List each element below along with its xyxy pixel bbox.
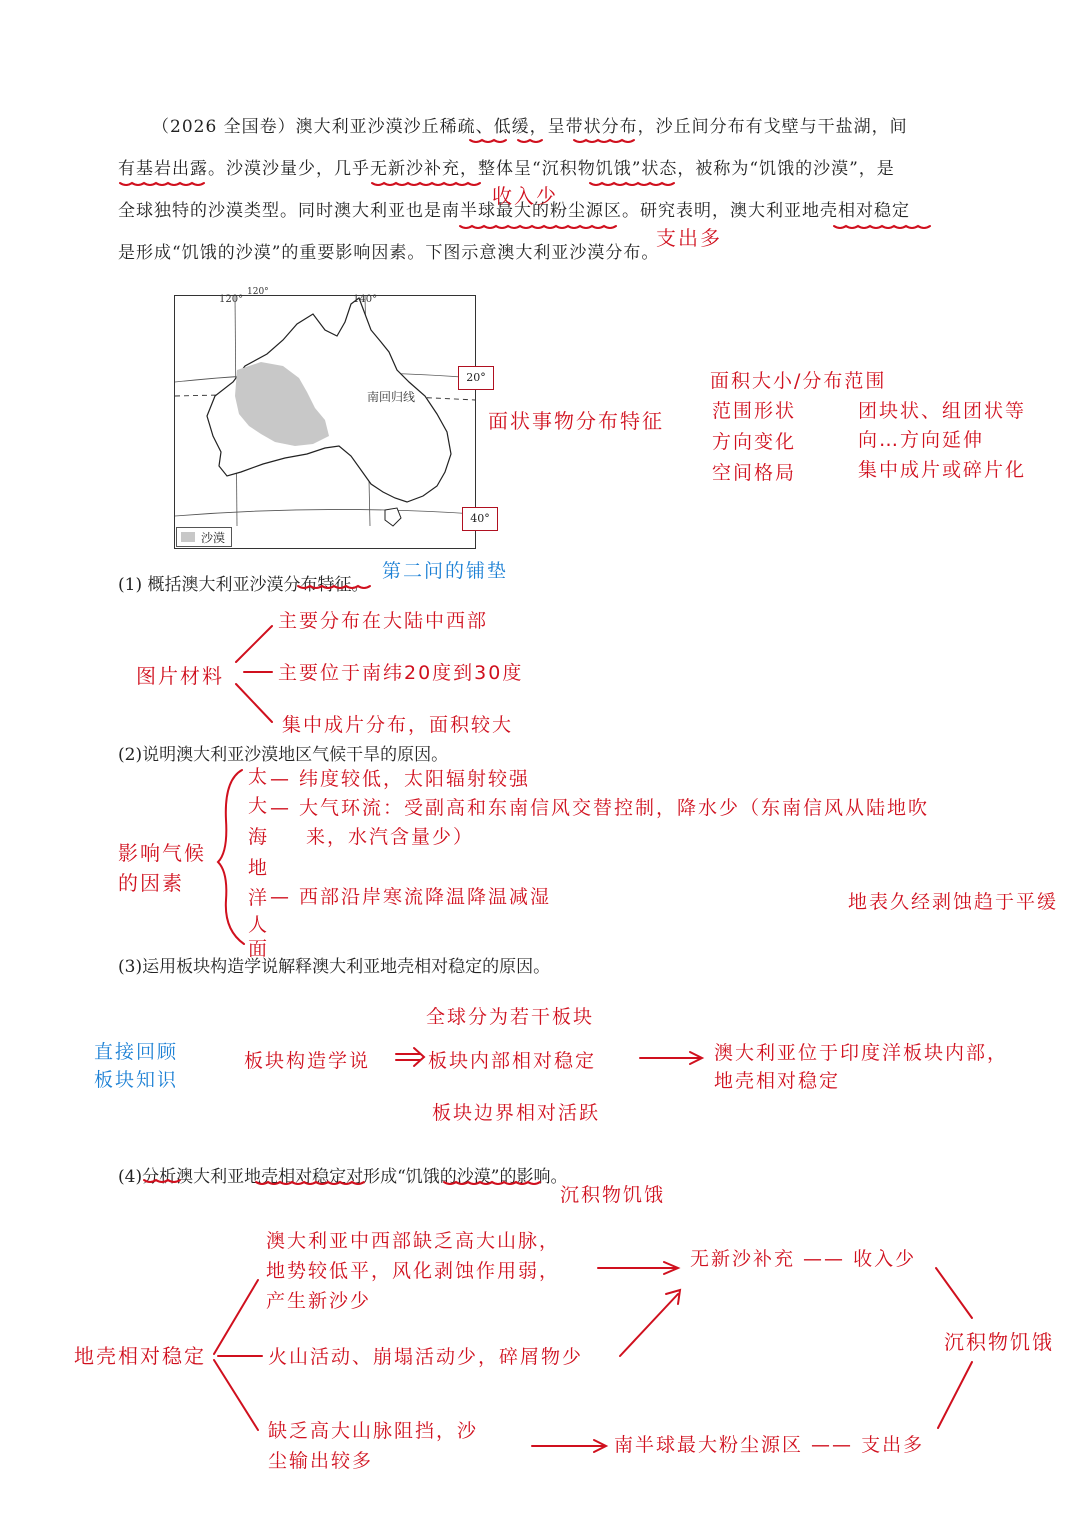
lat-40-box: 40° (462, 507, 498, 531)
australia-desert-map (174, 287, 476, 549)
q4-root: 地壳相对稳定 (74, 1344, 206, 1368)
q1-hint: 第二问的铺垫 (382, 560, 509, 582)
q3-review-text: 直接回顾板块知识 (94, 1041, 179, 1091)
q4-branch-line-1 (214, 1280, 258, 1354)
q3-top: 全球分为若干板块 (426, 1006, 595, 1028)
lon-120-label: 120° (247, 287, 269, 297)
legend-label: 沙漠 (201, 531, 226, 545)
q3-double-arrow (396, 1048, 424, 1066)
map-drawing (175, 287, 475, 548)
q4-note: 沉积物饥饿 (560, 1184, 666, 1206)
q4-result-1: 无新沙补充 —— 收入少 (690, 1248, 917, 1270)
area-feature-title: 面状事物分布特征 (488, 409, 664, 433)
q1-source: 图片材料 (136, 664, 224, 688)
q2-answer-2: — 大气环流：受副高和东南信风交替控制，降水少（东南信风从陆地吹 (270, 797, 930, 819)
area-note-3a: 方向变化 (712, 431, 797, 453)
q3-left: 板块构造学说 (244, 1050, 371, 1072)
q4-branch-1b: 地势较低平，风化剥蚀作用弱， (266, 1260, 561, 1282)
intro-line-2: 有基岩出露。沙漠沙量少，几乎无新沙补充，整体呈“沉积物饥饿”状态，被称为“饥饿的沙漠”，是 (118, 159, 895, 179)
q2-factor-7: 面 (248, 938, 270, 960)
q1-answer-2: 主要位于南纬20度到30度 (278, 662, 524, 684)
q1-branch-line-3 (236, 684, 272, 722)
tropic-label: 南回归线 (367, 390, 416, 404)
q1-answer-1: 主要分布在大陆中西部 (278, 610, 489, 632)
q2-factor-4: 地 (248, 857, 270, 879)
q1-answer-3: 集中成片分布，面积较大 (282, 714, 514, 736)
area-note-3b: 向…方向延伸 (858, 429, 985, 451)
q2-factor-2: 大 (248, 795, 270, 817)
q4-branch-3b: 尘输出较多 (268, 1450, 374, 1472)
q2-answer-1: — 纬度较低，太阳辐射较强 (270, 768, 531, 790)
q2-factors-label (118, 838, 218, 898)
note-output: 支出多 (656, 226, 722, 250)
q4-branch-3a: 缺乏高大山脉阻挡，沙 (268, 1420, 479, 1442)
q2-factor-1: 太 (248, 766, 270, 788)
q4-arrow-2 (620, 1290, 680, 1356)
tasmania-outline (385, 508, 401, 526)
note-income: 收入少 (492, 184, 558, 208)
intro-line-3: 全球独特的沙漠类型。同时澳大利亚也是南半球最大的粉尘源区。研究表明，澳大利亚地壳相对稳定 (118, 201, 910, 221)
q2-factor-3: 海 (248, 826, 270, 848)
q4-arrow-1 (598, 1262, 678, 1274)
q4-branch-1c: 产生新沙少 (266, 1290, 372, 1312)
q3-review-note (94, 1038, 194, 1094)
q2-answer-3: — 西部沿岸寒流降温降温减湿 (270, 886, 552, 908)
area-note-2a: 范围形状 (712, 400, 797, 422)
q2-factor-5: 洋 (248, 887, 270, 909)
intro-line-1: （2026 全国卷）澳大利亚沙漠沙丘稀疏、低缓，呈带状分布，沙丘间分布有戈壁与干盐湖，间 (152, 117, 908, 137)
q3-right-1: 澳大利亚位于印度洋板块内部， (714, 1042, 1009, 1064)
q3-arrow-right (640, 1052, 702, 1064)
q4-end: 沉积物饥饿 (944, 1330, 1054, 1354)
q4-branch-2: 火山活动、崩塌活动少，碎屑物少 (268, 1346, 584, 1368)
lon-120-label: 120° (219, 294, 244, 305)
q4-result-2: 南半球最大粉尘源区 —— 支出多 (614, 1434, 925, 1456)
q1-branch-line-1 (236, 626, 272, 662)
parallel-40 (175, 509, 475, 516)
q2-side-text: 地表久经剥蚀趋于平缓 (848, 891, 1059, 913)
question-1: (1) 概括澳大利亚沙漠分布特征。 (118, 575, 369, 595)
q4-branch-line-3 (214, 1360, 258, 1430)
area-note-4b: 集中成片或碎片化 (858, 459, 1027, 481)
q4-branch-1a: 澳大利亚中西部缺乏高大山脉， (266, 1230, 561, 1252)
lat-20-box: 20° (458, 366, 494, 390)
q2-factors-text: 影响气候的因素 (118, 841, 206, 895)
area-note-4a: 空间格局 (712, 462, 797, 484)
question-2: (2)说明澳大利亚沙漠地区气候干旱的原因。 (118, 745, 449, 765)
q4-join-line-2 (938, 1362, 972, 1428)
q4-arrow-3 (532, 1440, 606, 1452)
q2-brace (218, 770, 244, 944)
area-note-1: 面积大小/分布范围 (710, 370, 887, 392)
q3-bottom: 板块边界相对活跃 (432, 1102, 601, 1124)
q2-side-note (848, 888, 1068, 916)
lon-140-label: 140° (353, 294, 378, 305)
question-3: (3)运用板块构造学说解释澳大利亚地壳相对稳定的原因。 (118, 957, 551, 977)
q4-join-line-1 (936, 1268, 972, 1318)
legend-swatch (181, 532, 195, 542)
question-4: (4)分析澳大利亚地壳相对稳定对形成“饥饿的沙漠”的影响。 (118, 1167, 568, 1187)
area-note-2b: 团块状、组团状等 (858, 400, 1027, 422)
intro-line-4: 是形成“饥饿的沙漠”的重要影响因素。下图示意澳大利亚沙漠分布。 (118, 243, 660, 263)
q2-answer-2b: 来，水汽含量少） (306, 826, 475, 848)
q2-factor-6: 人 (248, 914, 270, 936)
map-legend (176, 527, 232, 547)
q3-middle: 板块内部相对稳定 (428, 1050, 597, 1072)
q3-right-2: 地壳相对稳定 (714, 1070, 841, 1092)
